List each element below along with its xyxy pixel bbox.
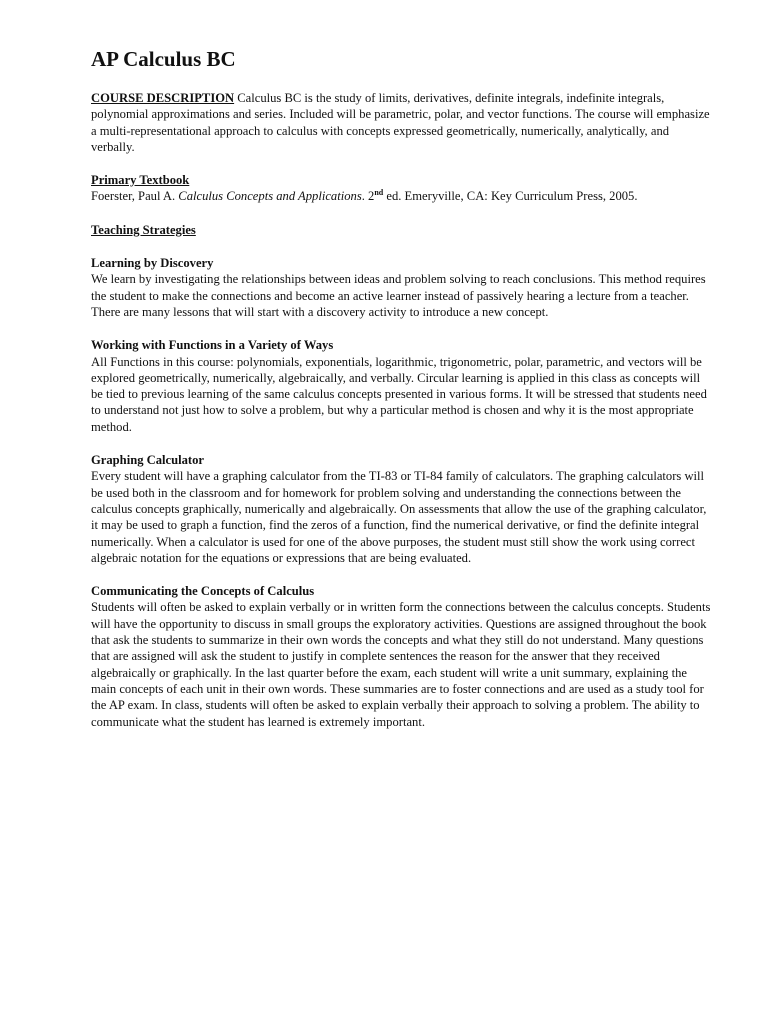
- primary-textbook-section: [91, 172, 713, 205]
- section-heading: Learning by Discovery: [91, 256, 214, 271]
- section-working-with-functions: [91, 337, 713, 435]
- section-body: Every student will have a graphing calculator from the TI-83 or TI-84 family of calculators. The graphing calculators will be used both in the classroom and for homework for problem solving and understanding the connections between the calculus concepts graphically, numerically and algebraically. On assessments that allow the use of the graphing calculator, it may be used to graph a function, find the zeros of a function, find the numerical derivative, or find the definite integral numerically. When a calculator is used for one of the above purposes, the student must still show the work using correct algebraic notation for the equations or expressions that are being evaluated.: [91, 469, 707, 565]
- teaching-strategies-block: [91, 222, 713, 238]
- section-heading: Graphing Calculator: [91, 453, 204, 468]
- section-body: All Functions in this course: polynomials, exponentials, logarithmic, trigonometric, polar, parametric, and vectors will be explored geometrically, numerically, algebraically, and verbally. Circular learning is applied in this class as concepts will be tied to previous learning of the same calculus concepts presented in various forms. It will be stressed that students need to understand not just how to solve a problem, but why a particular method is chosen and why it is the most appropriate method.: [91, 354, 707, 434]
- textbook-publication: ed. Emeryville, CA: Key Curriculum Press, 2005.: [383, 189, 638, 204]
- document-content: [91, 46, 713, 747]
- primary-textbook-heading: Primary Textbook: [91, 173, 190, 188]
- course-description-text: Calculus BC is the study of limits, derivatives, definite integrals, indefinite integrals, polynomial approximations and series. Included will be parametric, polar, and vector functions. The course will emphasize a multi-representational approach to calculus with concepts expressed geometrically, numerically, analytically, and verbally.: [91, 91, 710, 154]
- textbook-edition-number: . 2: [361, 189, 375, 204]
- course-description-paragraph: [91, 90, 713, 155]
- teaching-strategies-heading: Teaching Strategies: [91, 222, 196, 237]
- section-communicating-concepts: [91, 583, 713, 730]
- textbook-author: Foerster, Paul A.: [91, 189, 179, 204]
- textbook-edition-superscript: nd: [374, 188, 384, 198]
- section-graphing-calculator: [91, 452, 713, 566]
- textbook-title: Calculus Concepts and Applications: [178, 189, 362, 204]
- section-heading: Communicating the Concepts of Calculus: [91, 584, 315, 599]
- section-heading: Working with Functions in a Variety of Ways: [91, 338, 334, 353]
- section-body: Students will often be asked to explain verbally or in written form the connections between the calculus concepts. Students will have the opportunity to discuss in small groups the exploratory activities. Questions are assigned throughout the book that ask the students to summarize in their own words the concepts and what they still do not understand. Many questions that are assigned will ask the student to justify in complete sentences the reason for the answer that they received algebraically or graphically. In the last quarter before the exam, each student will write a unit summary, explaining the main concepts of each unit in their own words. These summaries are to foster connections and are used as a study tool for the AP exam. In class, students will often be asked to explain verbally their approach to solving a problem. The ability to communicate what the student has learned is extremely important.: [91, 600, 711, 729]
- page-title: AP Calculus BC: [91, 47, 236, 71]
- section-learning-by-discovery: [91, 255, 713, 320]
- section-body: We learn by investigating the relationships between ideas and problem solving to reach conclusions. This method requires the student to make the connections and become an active learner instead of passively hearing a lecture from a teacher. There are many lessons that will start with a discovery activity to introduce a new concept.: [91, 272, 706, 319]
- course-description-label: COURSE DESCRIPTION: [91, 91, 235, 105]
